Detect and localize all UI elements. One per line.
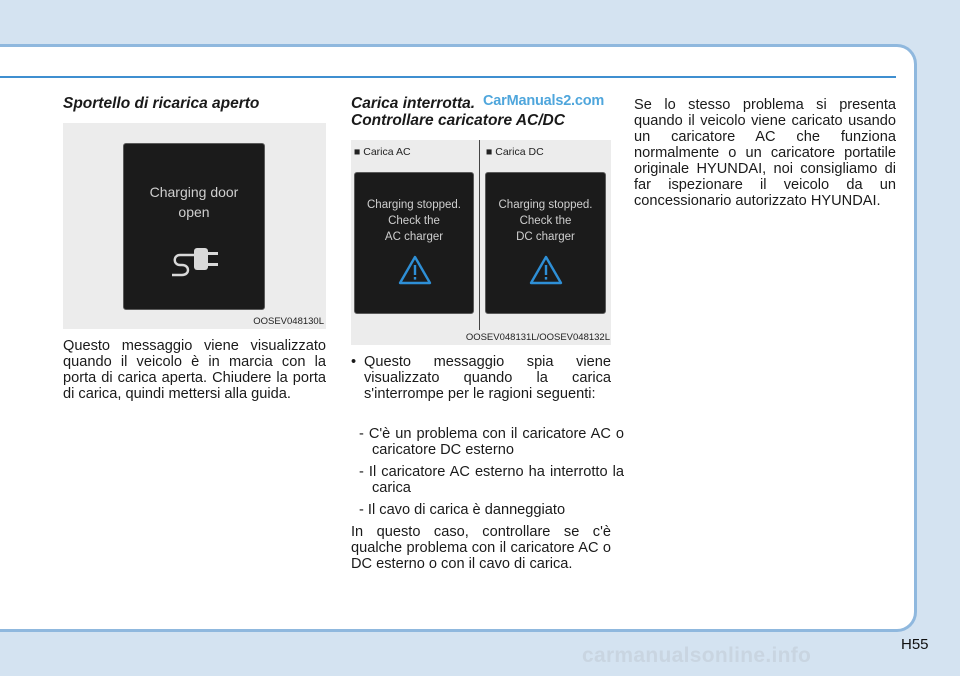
subitem-2: - Il caricatore AC esterno ha interrotto la carica <box>359 464 624 496</box>
subitem-3: - Il cavo di carica è danneggiato <box>359 502 566 518</box>
charging-door-figure <box>63 123 326 329</box>
footer-watermark: carmanualsonline.info <box>582 644 812 667</box>
watermark: CarManuals2.com <box>483 93 605 109</box>
ac-screen-line-1: Charging stopped. <box>367 199 461 211</box>
middle-heading-line2: Controllare caricatore AC/DC <box>351 112 565 129</box>
ac-screen-line-2: Check the <box>388 215 440 227</box>
bullet-item <box>351 354 611 402</box>
figure-divider <box>479 140 480 330</box>
middle-heading-line1: Carica interrotta. <box>351 95 476 112</box>
page-number: H55 <box>901 636 929 653</box>
ac-tag: ■ Carica AC <box>354 146 411 158</box>
plug-icon <box>168 244 224 280</box>
dc-screen-line-2: Check the <box>519 215 572 227</box>
header-rule <box>0 76 896 78</box>
figure-caption-middle: OOSEV048131L/OOSEV048132L <box>465 332 610 343</box>
figure-caption-left: OOSEV048130L <box>253 316 324 327</box>
dc-screen-line-1: Charging stopped. <box>498 199 593 211</box>
warning-triangle-icon <box>529 255 563 285</box>
bullet-dot: • <box>351 354 357 370</box>
warning-triangle-icon <box>398 255 432 285</box>
charging-door-screen <box>123 143 265 310</box>
screen-line-1: Charging door <box>149 184 239 200</box>
left-heading: Sportello di ricarica aperto <box>63 95 260 112</box>
ac-screen <box>354 172 474 314</box>
middle-closing-paragraph: In questo caso, controllare se c'è qualche problema con il caricatore AC o DC esterno o con il cavo di carica. <box>351 524 611 572</box>
dc-tag: ■ Carica DC <box>486 146 544 158</box>
right-paragraph: Se lo stesso problema si presenta quando il veicolo viene caricato usando un caricatore AC che funziona normalmente o un caricatore portatile originale HYUNDAI, noi consigliamo di far ispezionare il veicolo da un concessionario autorizzato HYUNDAI. <box>634 97 896 209</box>
screen-line-2: open <box>178 204 210 220</box>
left-paragraph: Questo messaggio viene visualizzato quando il veicolo è in marcia con la porta di carica aperta. Chiudere la porta di carica, quindi mettersi alla guida. <box>63 338 326 402</box>
bullet-text: Questo messaggio spia viene visualizzato quando la carica s'interrompe per le ragioni seguenti: <box>364 354 611 402</box>
ac-screen-line-3: AC charger <box>384 231 444 243</box>
charging-stopped-figure <box>351 140 611 345</box>
dc-screen-line-3: DC charger <box>516 231 575 243</box>
dc-screen <box>485 172 606 314</box>
subitem-1: - C'è un problema con il caricatore AC o caricatore DC esterno <box>359 426 624 458</box>
